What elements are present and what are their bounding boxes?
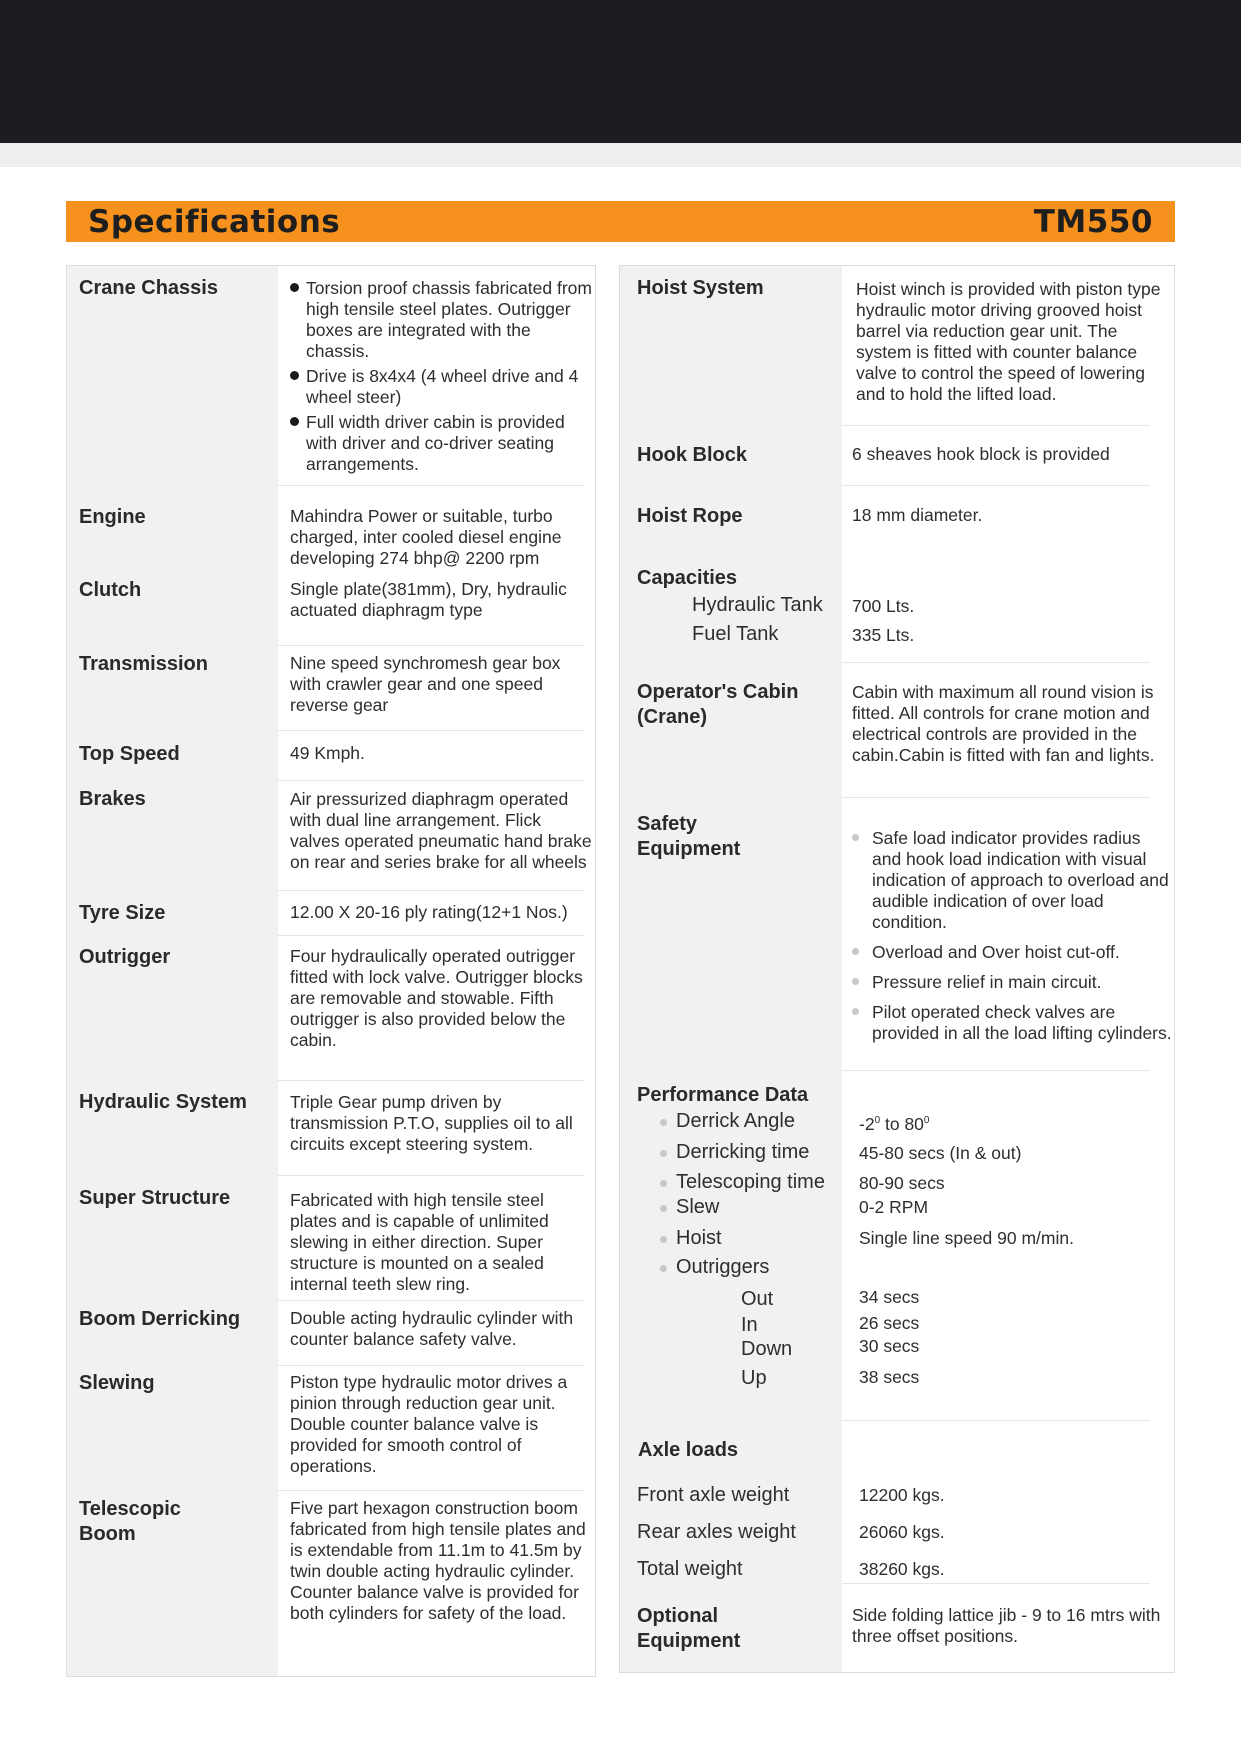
spec-label: Hoist System: [637, 277, 764, 299]
outrigger-value: 34 secs: [859, 1287, 920, 1307]
performance-name: Telescoping time: [676, 1171, 825, 1193]
spec-label: Outrigger: [79, 946, 171, 968]
bullet-dot: [660, 1119, 667, 1126]
outrigger-value: 26 secs: [859, 1313, 920, 1333]
capacity-value: 335 Lts.: [852, 625, 915, 645]
performance-name: Outriggers: [676, 1256, 770, 1278]
spec-label: Super Structure: [79, 1187, 231, 1209]
spec-header-bar: [66, 201, 1175, 242]
axle-value: 12200 kgs.: [859, 1485, 945, 1505]
spec-row-boom-derricking: [67, 1301, 595, 1366]
spec-label: Slewing: [79, 1372, 155, 1394]
spec-row-axle-loads: [620, 1421, 1174, 1584]
spec-label: Boom Derricking: [79, 1308, 241, 1330]
spec-value: Side folding lattice jib - 9 to 16 mtrs with three offset positions.: [852, 1605, 1161, 1646]
spec-label: Hoist Rope: [637, 505, 743, 527]
bullet-dot: [660, 1265, 667, 1272]
spec-value: [852, 828, 1172, 1053]
left-spec-table: [66, 265, 596, 1677]
spec-row-outrigger: [67, 936, 595, 1081]
spec-row-top-speed: [67, 731, 595, 781]
spec-row-crane-chassis: [67, 266, 595, 486]
axle-name: Total weight: [637, 1558, 743, 1580]
spec-value: Five part hexagon construction boom fabricated from high tensile plates and is extendable from 11.1m to 41.5m by twin double acting hydraulic cylinder. Counter balance valve is provided for both cylinders for safety of the load.: [290, 1498, 586, 1623]
spec-label: Performance Data: [637, 1084, 809, 1106]
top-grey-band: [0, 143, 1241, 167]
bullet-item: Full width driver cabin is provided with driver and co-driver seating arrangements.: [290, 412, 595, 475]
spec-value: Triple Gear pump driven by transmission P.T.O, supplies oil to all circuits except steering system.: [290, 1092, 573, 1154]
top-dark-band: [0, 0, 1241, 143]
spec-row-clutch: [67, 561, 595, 646]
bullet-item: Safe load indicator provides radius and hook load indication with visual indication of approach to overload and audible indication of over load condition.: [852, 828, 1172, 933]
performance-name: Hoist: [676, 1227, 722, 1249]
spec-value: 12.00 X 20-16 ply rating(12+1 Nos.): [290, 902, 568, 922]
spec-label: Brakes: [79, 788, 146, 810]
spec-row-operators-cabin: [620, 663, 1174, 798]
spec-value: Double acting hydraulic cylinder with counter balance safety valve.: [290, 1308, 574, 1349]
bullet-dot: [660, 1236, 667, 1243]
spec-value: 18 mm diameter.: [852, 505, 983, 525]
axle-name: Rear axles weight: [637, 1521, 796, 1543]
spec-row-performance-data: [620, 1071, 1174, 1421]
bullet-item: Torsion proof chassis fabricated from high tensile steel plates. Outrigger boxes are integrated with the chassis.: [290, 278, 595, 362]
spec-value: Single plate(381mm), Dry, hydraulic actuated diaphragm type: [290, 579, 567, 620]
spec-row-hydraulic-system: [67, 1081, 595, 1176]
spec-value: [290, 278, 595, 479]
spec-label: Hydraulic System: [79, 1091, 247, 1113]
header-title: Specifications: [88, 203, 341, 240]
spec-row-transmission: [67, 646, 595, 731]
spec-label: Capacities: [637, 567, 738, 589]
spec-label: Transmission: [79, 653, 208, 675]
right-spec-table: [619, 265, 1175, 1673]
axle-name: Front axle weight: [637, 1484, 790, 1506]
spec-row-tyre-size: [67, 891, 595, 936]
spec-row-capacities: [620, 546, 1174, 663]
capacity-name: Hydraulic Tank: [692, 594, 823, 616]
capacity-name: Fuel Tank: [692, 623, 779, 645]
outrigger-name: In: [741, 1314, 758, 1336]
bullet-dot: [660, 1180, 667, 1187]
bullet-item: Overload and Over hoist cut-off.: [852, 942, 1172, 963]
spec-value: Hoist winch is provided with piston type hydraulic motor driving grooved hoist barrel via reduction gear unit. The system is fitted with counter balance valve to control the speed of lowering and to hold the lifted load.: [856, 279, 1161, 404]
spec-label: Safety Equipment: [637, 813, 741, 860]
spec-label: Hook Block: [637, 444, 748, 466]
spec-label: Optional Equipment: [637, 1605, 741, 1652]
spec-value: Piston type hydraulic motor drives a pinion through reduction gear unit. Double counter balance valve is provided for smooth control of operations.: [290, 1372, 568, 1476]
performance-value: 0-2 RPM: [859, 1197, 929, 1217]
spec-label: Tyre Size: [79, 902, 166, 924]
performance-value: Single line speed 90 m/min.: [859, 1228, 1074, 1248]
spec-value: Nine speed synchromesh gear box with crawler gear and one speed reverse gear: [290, 653, 561, 715]
axle-value: 26060 kgs.: [859, 1522, 945, 1542]
spec-row-slewing: [67, 1366, 595, 1491]
outrigger-name: Down: [741, 1338, 793, 1360]
spec-label: Axle loads: [638, 1439, 739, 1461]
outrigger-value: 30 secs: [859, 1336, 920, 1356]
spec-value: Fabricated with high tensile steel plates and is capable of unlimited slewing in either direction. Super structure is mounted on a sealed internal teeth slew ring.: [290, 1190, 549, 1294]
spec-label: Top Speed: [79, 743, 180, 765]
outrigger-name: Up: [741, 1367, 767, 1389]
spec-label: Clutch: [79, 579, 142, 601]
spec-value: Four hydraulically operated outrigger fitted with lock valve. Outrigger blocks are removable and stowable. Fifth outrigger is also provided below the cabin.: [290, 946, 583, 1050]
bullet-item: Pilot operated check valves are provided in all the load lifting cylinders.: [852, 1002, 1172, 1044]
spec-row-telescopic-boom: [67, 1491, 595, 1677]
performance-value: 45-80 secs (In & out): [859, 1143, 1022, 1163]
bullet-item: Pressure relief in main circuit.: [852, 972, 1172, 993]
spec-row-engine: [67, 486, 595, 568]
outrigger-name: Out: [741, 1288, 774, 1310]
performance-value: 80-90 secs: [859, 1173, 945, 1193]
bullet-dot: [660, 1205, 667, 1212]
spec-value: 49 Kmph.: [290, 743, 365, 763]
spec-row-safety-equipment: [620, 798, 1174, 1071]
axle-value: 38260 kgs.: [859, 1559, 945, 1579]
spec-row-optional-equipment: [620, 1584, 1174, 1674]
performance-name: Derrick Angle: [676, 1110, 795, 1132]
spec-label: Crane Chassis: [79, 277, 218, 299]
spec-value: Cabin with maximum all round vision is fitted. All controls for crane motion and electrical controls are provided in the cabin.Cabin is fitted with fan and lights.: [852, 682, 1155, 765]
spec-label: Engine: [79, 506, 146, 528]
spec-row-hook-block: [620, 426, 1174, 486]
spec-value: Mahindra Power or suitable, turbo charged, inter cooled diesel engine developing 274 bhp@ 2200 rpm: [290, 506, 562, 568]
outrigger-value: 38 secs: [859, 1367, 920, 1387]
spec-row-hoist-rope: [620, 486, 1174, 546]
spec-label: Telescopic Boom: [79, 1498, 181, 1545]
bullet-dot: [660, 1150, 667, 1157]
header-model: TM550: [1033, 203, 1153, 240]
performance-name: Slew: [676, 1196, 720, 1218]
spec-label: Operator's Cabin (Crane): [637, 681, 799, 728]
spec-row-hoist-system: [620, 266, 1174, 426]
spec-row-brakes: [67, 781, 595, 891]
performance-name: Derricking time: [676, 1141, 810, 1163]
spec-row-super-structure: [67, 1176, 595, 1301]
spec-value: 6 sheaves hook block is provided: [852, 444, 1110, 464]
capacity-value: 700 Lts.: [852, 596, 915, 616]
derrick-angle-value: $-2^0$ to $80^0$: [859, 1113, 930, 1134]
bullet-item: Drive is 8x4x4 (4 wheel drive and 4 wheel steer): [290, 366, 595, 408]
spec-value: Air pressurized diaphragm operated with dual line arrangement. Flick valves operated pneumatic hand brake on rear and series brake for all wheels: [290, 789, 592, 872]
